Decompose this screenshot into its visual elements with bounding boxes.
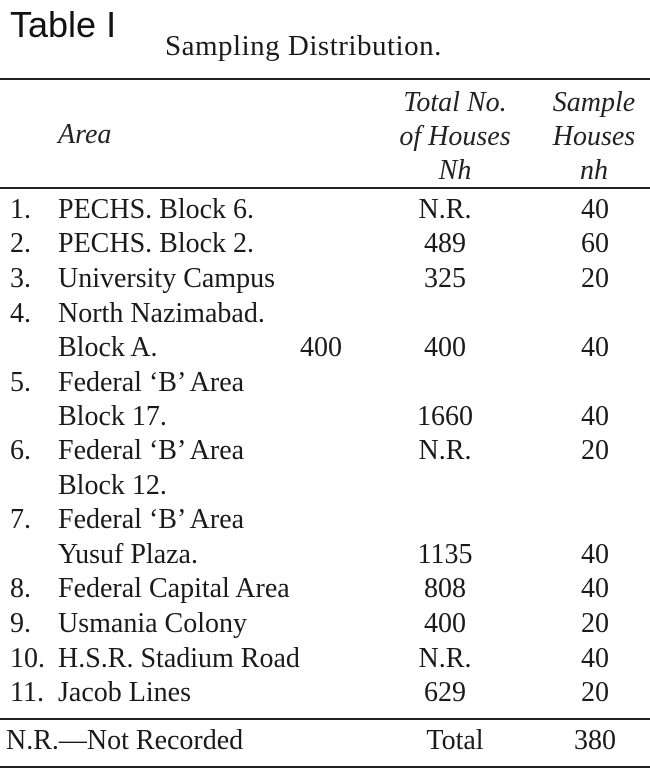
row-number: 3. [10, 263, 31, 294]
footer-top-rule [0, 718, 650, 720]
row-sample-houses: 40 [581, 643, 609, 674]
row-area: Federal ‘B’ Area [58, 435, 245, 466]
footer-bottom-rule [0, 766, 650, 768]
header-rule [0, 187, 650, 189]
row-total-houses: 808 [424, 573, 466, 604]
table-label: Table I [10, 4, 117, 45]
row-area: Jacob Lines [58, 677, 191, 708]
header-sample-line1: Sample [552, 87, 636, 118]
header-total-line3: Nh [438, 155, 472, 186]
row-number: 2. [10, 228, 31, 259]
row-area-continued: Block 12. [58, 470, 167, 501]
row-total-houses: N.R. [418, 643, 472, 674]
row-sample-houses: 20 [581, 608, 609, 639]
row-total-houses: 489 [424, 228, 466, 259]
row-number: 1. [10, 194, 31, 225]
row-total-houses: 400 [424, 608, 466, 639]
row-number: 5. [10, 367, 31, 398]
row-number: 6. [10, 435, 31, 466]
row-number: 8. [10, 573, 31, 604]
row-area: PECHS. Block 6. [58, 194, 255, 225]
row-total-houses: N.R. [418, 194, 472, 225]
row-total-houses: N.R. [418, 435, 472, 466]
row-area: Federal ‘B’ Area [58, 504, 245, 535]
header-sample-line3: nh [580, 155, 608, 186]
header-sample-houses [540, 86, 648, 188]
footnote: N.R.—Not Recorded [6, 725, 244, 756]
header-total-houses [380, 86, 530, 188]
top-rule [0, 78, 650, 80]
row-sample-houses: 40 [581, 573, 609, 604]
row-sample-houses: 40 [581, 194, 609, 225]
row-area: Federal Capital Area [58, 573, 290, 604]
row-total-houses: 325 [424, 263, 466, 294]
row-total-houses: 1660 [417, 401, 473, 432]
row-sample-houses: 60 [581, 228, 609, 259]
header-total-line1: Total No. [403, 87, 507, 118]
row-number: 4. [10, 298, 31, 329]
row-number: 11. [10, 677, 44, 708]
row-area: Federal ‘B’ Area [58, 367, 245, 398]
row-area: H.S.R. Stadium Road [58, 643, 300, 674]
total-label: Total [426, 725, 484, 756]
row-area-continued: Block A. [58, 332, 158, 363]
row-sample-houses: 20 [581, 435, 609, 466]
header-area: Area [58, 119, 112, 150]
row-area: Usmania Colony [58, 608, 247, 639]
header-sample-line2: Houses [552, 121, 636, 152]
row-sample-houses: 40 [581, 401, 609, 432]
row-total-houses: 400 [424, 332, 466, 363]
row-sample-houses: 20 [581, 677, 609, 708]
row-sample-houses: 40 [581, 539, 609, 570]
row-area: PECHS. Block 2. [58, 228, 255, 259]
row-total-houses: 629 [424, 677, 466, 708]
row-area-continued: Block 17. [58, 401, 167, 432]
table-title: Sampling Distribution. [165, 30, 442, 62]
row-area-continued: Yusuf Plaza. [58, 539, 198, 570]
row-stray-value: 400 [300, 332, 342, 363]
header-total-line2: of Houses [399, 121, 511, 152]
row-sample-houses: 40 [581, 332, 609, 363]
row-area: University Campus [58, 263, 275, 294]
row-area: North Nazimabad. [58, 298, 265, 329]
row-sample-houses: 20 [581, 263, 609, 294]
total-value: 380 [574, 725, 616, 756]
row-total-houses: 1135 [417, 539, 473, 570]
row-number: 7. [10, 504, 31, 535]
row-number: 9. [10, 608, 31, 639]
row-number: 10. [10, 643, 45, 674]
